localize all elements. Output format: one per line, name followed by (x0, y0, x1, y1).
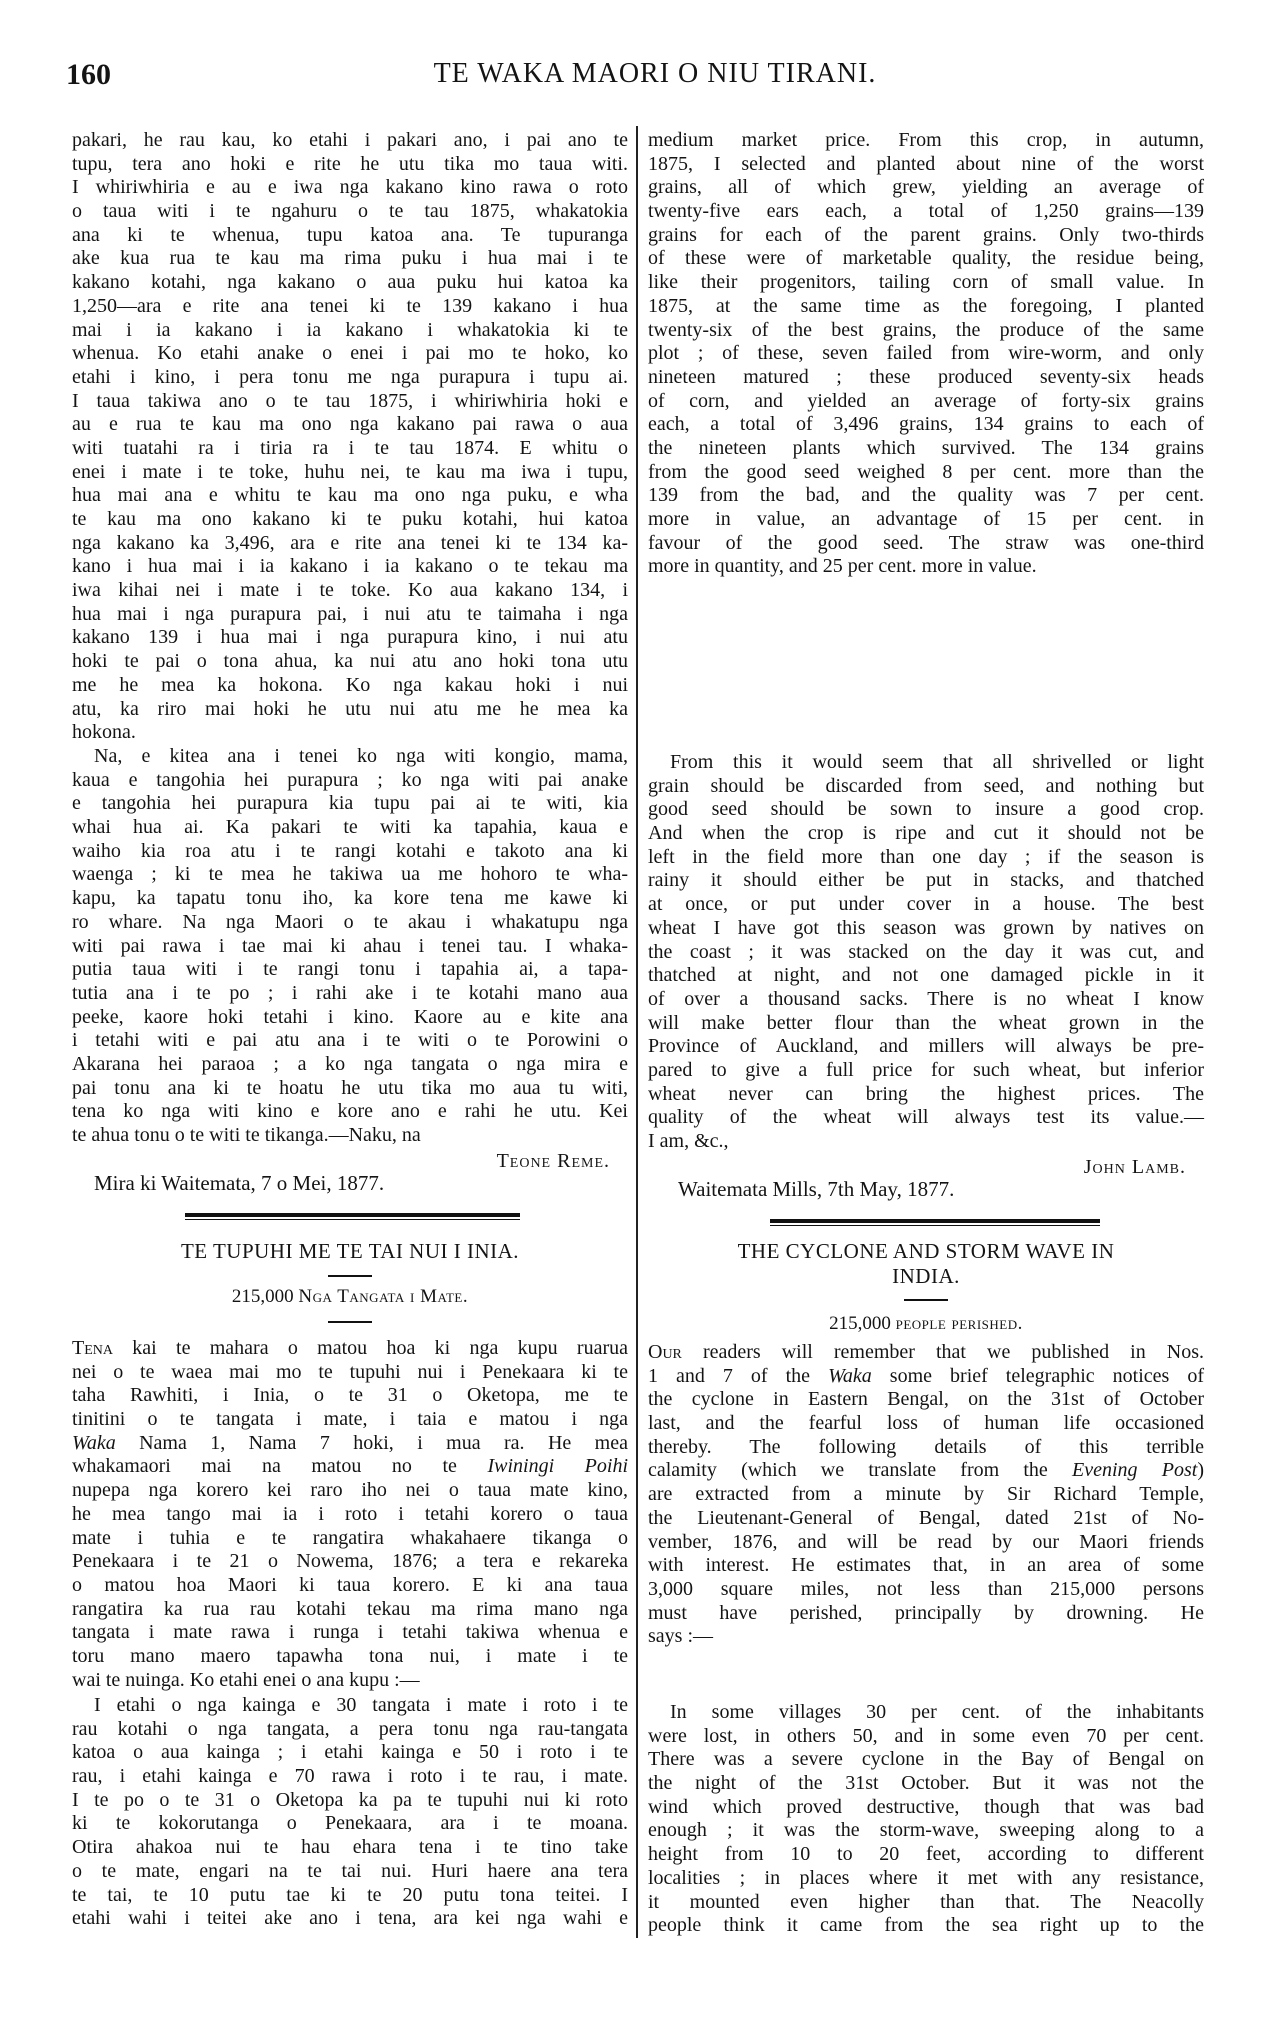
text-segment: some brief telegraphic notices of (871, 1364, 1204, 1387)
text-line: more in value, an advantage of 15 per cent. in (648, 508, 1204, 530)
text-line: waiho kia roa atu i te rangi kotahi e takoto ana ki (72, 839, 628, 862)
text-line: last, and the fearful loss of human life occasioned (648, 1412, 1204, 1435)
text-line: hua mai ana e whitu te kau ma ono nga puku, e wha (72, 484, 628, 507)
text-line: iwa kihai nei i mate i te toke. Ko aua kakano 134, i (72, 579, 628, 602)
english-article-paragraph-2 (648, 1701, 1204, 1938)
text-line: Otira ahakoa nui te hau ehara tena i te tino take (72, 1836, 628, 1859)
text-line: with interest. He estimates that, in an area of some (648, 1554, 1204, 1577)
text-line: kaua e tangohia hei purapura ; ko nga witi pai anake (72, 768, 628, 791)
text-line: tinitini o te tangata i mate, i taia e matou i nga (72, 1408, 628, 1431)
text-line: medium market price. From this crop, in autumn, (648, 129, 1204, 151)
text-line: hokona. (72, 721, 136, 744)
page-number: 160 (66, 58, 111, 91)
text-line: wheat never can bring the highest prices. The (648, 1082, 1204, 1105)
text-line: thatched at night, and not one damaged pickle in it (648, 964, 1204, 987)
text-line: tupu, tera ano hoki e rite he utu tika mo taua witi. (72, 152, 628, 175)
text-line: more in quantity, and 25 per cent. more in value. (648, 555, 1037, 578)
text-line: rau kotahi o nga tangata, a pera tonu nga rau-tangata (72, 1717, 628, 1740)
text-line: at once, or put under cover in a house. The best (648, 893, 1204, 916)
text-line: the coast ; it was stacked on the day it was cut, and (648, 940, 1204, 963)
text-segment: kai te mahara o matou hoa ki nga kupu ruarua (113, 1337, 628, 1359)
text-line: height from 10 to 20 feet, according to different (648, 1843, 1204, 1866)
text-line: te ahua tonu o te witi te tikanga.—Naku, na (72, 1124, 421, 1146)
headline-line-2: INDIA. (892, 1264, 960, 1288)
text-line: localities ; in places where it met with any resistance, (648, 1866, 1204, 1889)
text-line: kakano 139 i hua mai i nga purapura kino, i nui atu (72, 626, 628, 649)
text-line: grain should be discarded from seed, and nothing but (648, 774, 1204, 797)
text-line: thereby. The following details of this terrible (648, 1435, 1204, 1458)
text-line: 1875, I selected and planted about nine of the worst (648, 152, 1204, 175)
text-line: kano i hua mai i ia kakano i ia kakano o te tekau ma (72, 555, 628, 578)
text-line: pakari, he rau kau, ko etahi i pakari ano, i pai ano te (72, 129, 628, 151)
text-line: whenua. Ko etahi anake o enei i pai mo te hoko, ko (72, 342, 628, 365)
text-line: from the good seed weighed 8 per cent. more than the (648, 460, 1204, 483)
maori-letter-signature: Teone Reme. (496, 1150, 610, 1172)
text-line: 139 from the bad, and the quality was 7 per cent. (648, 484, 1204, 507)
text-line: waenga ; ki te mea he takiwa ua me hohoro te wha- (72, 863, 628, 886)
text-line: kapu, ka tapatu tonu iho, ka kore tena me kawe ki (72, 887, 628, 910)
text-line: Akarana hei paraoa ; a ko nga tangata o nga mira e (72, 1052, 628, 1075)
text-line: he mea tango mai ia i roto i tetahi korero o taua (72, 1502, 628, 1525)
text-line: plot ; of these, seven failed from wire-worm, and only (648, 342, 1204, 365)
text-line: tena ko nga witi kino e kore ano e rahi he utu. Kei (72, 1100, 628, 1123)
text-line: Na, e kitea ana i tenei ko nga witi kongio, mama, (94, 745, 628, 767)
text-line: te kau ma ono kakano ki te puku kotahi, hui katoa (72, 508, 628, 530)
text-line: Province of Auckland, and millers will always be pre- (648, 1035, 1204, 1058)
maori-article-headline: TE TUPUHI ME TE TAI NUI I INIA. (180, 1239, 520, 1263)
subheadline-text: people perished. (895, 1313, 1023, 1334)
text-segment: Nama 1, Nama 7 hoki, i mua ra. He mea (115, 1431, 628, 1454)
maori-letter-paragraph-2 (72, 745, 628, 1148)
text-line (648, 1459, 1204, 1483)
text-line: vember, 1876, and will be read by our Maori friends (648, 1530, 1204, 1553)
short-rule (328, 1275, 372, 1277)
text-line: te tai, te 10 putu tae ki te 20 putu tona teitei. I (72, 1883, 628, 1906)
text-line: o taua witi i te ngahuru o te tau 1875, whakatokia (72, 200, 628, 223)
text-line: will make better flour than the wheat grown in the (648, 1011, 1204, 1034)
small-caps-lead: Our (648, 1341, 682, 1363)
text-line: rangatira ka rua rau kotahi tekau ma rima mano nga (72, 1597, 628, 1620)
text-line: 1875, at the same time as the foregoing, I planted (648, 294, 1204, 317)
english-letter-dateline: Waitemata Mills, 7th May, 1877. (678, 1177, 955, 1201)
text-line: says :— (648, 1625, 713, 1648)
text-line: favour of the good seed. The straw was one-third (648, 531, 1204, 554)
text-line: o te mate, engari na te tai nui. Huri haere ana tera (72, 1859, 628, 1882)
text-line: hua mai i nga purapura pai, i nui atu te taimaha i nga (72, 602, 628, 625)
newspaper-title: TE WAKA MAORI O NIU TIRANI. (433, 58, 877, 89)
text-line: must have perished, principally by drowning. He (648, 1601, 1204, 1624)
text-line: toru mano maero tapawha tona nui, i mate i te (72, 1644, 628, 1667)
text-line: ana ki te whenua, tupu katoa ana. Te tupuranga (72, 223, 628, 246)
small-caps-lead: Tena (72, 1337, 113, 1359)
text-line (648, 1341, 1204, 1365)
text-line: I te po o te 31 o Oketopa ka pa te tupuhi nui ki roto (72, 1788, 628, 1811)
text-segment: ) (1197, 1459, 1204, 1482)
maori-article-paragraph-1 (72, 1337, 628, 1692)
text-line: nga kakano ka 3,496, ara e rite ana tenei ki te 134 ka- (72, 531, 628, 554)
text-line: ki te kokorutanga o Penekaara, ara i te moana. (72, 1812, 628, 1835)
text-line: peeke, kaore hoki tetahi i kino. Kaore au e kite ana (72, 1005, 628, 1028)
text-line: like their progenitors, tailing corn of small value. In (648, 271, 1204, 294)
text-line: the Lieutenant-General of Bengal, dated 21st of No- (648, 1506, 1204, 1529)
maori-article-paragraph-2 (72, 1694, 628, 1931)
text-line: taha Rawhiti, i Inia, o te 31 o Oketopa, me te (72, 1384, 628, 1407)
text-line: twenty-six of the best grains, the produce of the same (648, 318, 1204, 341)
maori-letter-paragraph-1 (72, 129, 628, 745)
text-line: wheat I have got this season was grown by natives on (648, 916, 1204, 939)
text-line (648, 1365, 1204, 1389)
english-letter-paragraph-2 (648, 751, 1204, 1154)
text-line: tangata i mate rawa i runga i tetahi takiwa whenua e (72, 1621, 628, 1644)
text-line: rainy it should either be put in stacks, and thatched (648, 869, 1204, 892)
text-line: ake kua rua te kau ma rima puku i hua mai i te (72, 247, 628, 270)
text-line: the nineteen plants which survived. The 134 grains (648, 436, 1204, 459)
text-line: are extracted from a minute by Sir Richard Temple, (648, 1483, 1204, 1506)
text-line: o matou hoa Maori ki taua korero. E ki ana taua (72, 1573, 628, 1596)
text-segment: 1 and 7 of the (648, 1364, 829, 1387)
text-line: i tetahi witi e pai atu ana i te witi o te Porowini o (72, 1029, 628, 1052)
subheadline-number: 215,000 (829, 1313, 891, 1334)
text-line: I taua takiwa ano o te tau 1875, i whiriwhiria hoki e (72, 389, 628, 412)
text-line: tutia ana i te po ; i rahi ake i te kotahi mano aua (72, 981, 628, 1004)
text-line: And when the crop is ripe and cut it should not be (648, 822, 1204, 845)
subheadline-number: 215,000 (231, 1286, 294, 1307)
maori-letter-dateline: Mira ki Waitemata, 7 o Mei, 1877. (94, 1171, 385, 1195)
english-letter-paragraph-1 (648, 129, 1204, 579)
text-line: rau, i etahi kainga e 70 rawa i roto i te rau, i mate. (72, 1765, 628, 1788)
text-line: au e rua te kau ma ono nga kakano pai rawa o aua (72, 413, 628, 436)
text-segment: whakamaori mai na matou no te (72, 1455, 488, 1478)
text-line: nei o te waea mai mo te tupuhi nui i Penekaara ki te (72, 1360, 628, 1383)
text-line: mate i tuhia e te rangatira whakahaere tikanga o (72, 1526, 628, 1549)
text-line: mai i ia kakano i ia kakano i whakatokia ki te (72, 318, 628, 341)
text-line: I am, &c., (648, 1130, 729, 1152)
column-divider (636, 126, 638, 1938)
text-line: whai hua ai. Ka pakari te witi ka tapahia, kaua e (72, 816, 628, 839)
text-line: etahi wahi i teitei ake ano i tena, ara kei nga wahi e (72, 1907, 628, 1930)
text-line: it mounted even higher than that. The Neacolly (648, 1890, 1204, 1913)
text-line: In some villages 30 per cent. of the inhabitants (670, 1701, 1204, 1723)
text-line: hoki te pai o tona ahua, ka nui atu ano hoki tona utu (72, 650, 628, 673)
headline-line-1: THE CYCLONE AND STORM WAVE IN (737, 1239, 1115, 1263)
text-line: the cyclone in Eastern Bengal, on the 31st of October (648, 1388, 1204, 1411)
english-article-paragraph-1 (648, 1341, 1204, 1649)
italic-title: Waka (72, 1431, 116, 1454)
maori-article-subheadline (72, 1286, 628, 1308)
text-line: katoa o aua kainga ; i etahi kainga e 50 i roto i te (72, 1741, 628, 1764)
text-line: From this it would seem that all shrivelled or light (670, 751, 1204, 773)
text-line: were lost, in others 50, and in some even 70 per cent. (648, 1724, 1204, 1747)
text-line: atu, ka riro mai hoki he utu nui atu me he mea ka (72, 697, 628, 720)
text-line: each, a total of 3,496 grains, 134 grains to each of (648, 413, 1204, 436)
text-line: I whiriwhiria e au e iwa nga kakano kino rawa o roto (72, 176, 628, 199)
text-line: left in the field more than one day ; if the season is (648, 845, 1204, 868)
text-line: There was a severe cyclone in the Bay of Bengal on (648, 1748, 1204, 1771)
text-line: grains for each of the parent grains. Only two-thirds (648, 223, 1204, 246)
text-line: grains, all of which grew, yielding an average of (648, 176, 1204, 199)
text-line: ro whare. Na nga Maori o te akau i whakatupu nga (72, 910, 628, 933)
text-line: putia taua witi i te rangi tonu i tapahia ai, a tapa- (72, 958, 628, 981)
text-line: enei i mate i te toke, huhu nei, te kau ma iwa i tupu, (72, 460, 628, 483)
text-line: me he mea ka hokona. Ko nga kakau hoki i nui (72, 673, 628, 696)
text-line: nineteen matured ; these produced seventy-six heads (648, 365, 1204, 388)
section-double-rule (185, 1213, 520, 1220)
italic-title: Evening Post (1072, 1459, 1198, 1482)
text-line: of these were of marketable quality, the residue being, (648, 247, 1204, 270)
text-segment: readers will remember that we published in Nos. (681, 1341, 1204, 1363)
text-line: pared to give a full price for such wheat, but inferior (648, 1058, 1204, 1081)
text-line: of over a thousand sacks. There is no wheat I know (648, 987, 1204, 1010)
italic-title: Waka (828, 1364, 872, 1387)
text-line: nupepa nga korero kei raro iho nei o taua mate kino, (72, 1479, 628, 1502)
text-line: good seed should be sown to insure a good crop. (648, 798, 1204, 821)
text-line: twenty-five ears each, a total of 1,250 grains—139 (648, 200, 1204, 223)
text-line: wind which proved destructive, though that was bad (648, 1795, 1204, 1818)
text-line: I etahi o nga kainga e 30 tangata i mate i roto i te (94, 1694, 628, 1716)
text-line: pai tonu ana ki te hoatu he utu tika mo aua tu witi, (72, 1076, 628, 1099)
text-line: e tangohia hei purapura kia tupu pai ai te witi, kia (72, 792, 628, 815)
english-article-headline (648, 1239, 1204, 1289)
short-rule (328, 1321, 372, 1323)
text-line (72, 1337, 628, 1361)
text-line (72, 1455, 628, 1479)
text-line: witi tuatahi ra i tiria ra i te tau 1874. E whitu o (72, 436, 628, 459)
text-line: Penekaara i te 21 o Nowema, 1876; a tera e rekareka (72, 1550, 628, 1573)
english-letter-signature: John Lamb. (1083, 1156, 1186, 1178)
text-line: people think it came from the sea right up to the (648, 1914, 1204, 1937)
text-line: enough ; it was the storm-wave, sweeping along to a (648, 1819, 1204, 1842)
text-line: 3,000 square miles, not less than 215,000 persons (648, 1577, 1204, 1600)
text-line: wai te nuinga. Ko etahi enei o ana kupu :— (72, 1668, 420, 1691)
text-line: kakano kotahi, nga kakano o aua puku hui katoa ka (72, 271, 628, 294)
text-line: witi pai rawa i tae mai ki ahau i tenei tau. I whaka- (72, 934, 628, 957)
text-line: of corn, and yielded an average of forty-six grains (648, 389, 1204, 412)
section-double-rule (770, 1219, 1100, 1226)
english-article-subheadline (648, 1313, 1204, 1335)
subheadline-text: Nga Tangata i Mate. (298, 1286, 469, 1307)
text-line: the night of the 31st October. But it was not the (648, 1772, 1204, 1795)
text-line (72, 1432, 628, 1456)
italic-title: Iwiningi Poihi (487, 1455, 629, 1478)
text-line: quality of the wheat will always test its value.— (648, 1106, 1204, 1129)
text-line: etahi i kino, i pera tonu me nga purapura i tupu ai. (72, 365, 628, 388)
text-line: 1,250—ara e rite ana tenei ki te 139 kakano i hua (72, 294, 628, 317)
short-rule (904, 1299, 948, 1301)
text-segment: calamity (which we translate from the (648, 1459, 1073, 1482)
